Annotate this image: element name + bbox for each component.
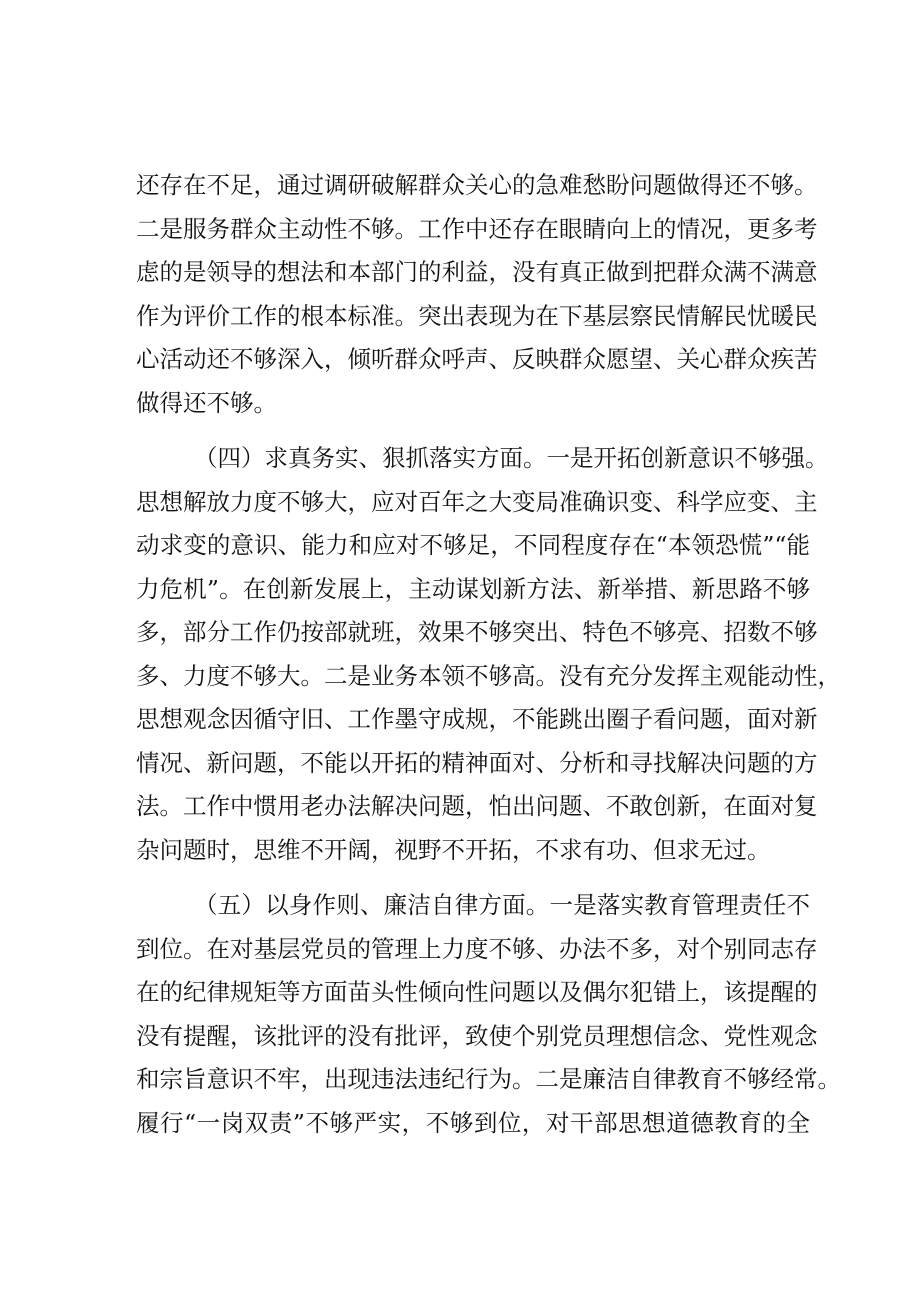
text-line: 到位。在对基层党员的管理上力度不够、办法不多，对个别同志存	[136, 934, 818, 963]
text-line: 虑的是领导的想法和本部门的利益，没有真正做到把群众满不满意	[136, 258, 818, 286]
text-line: 心活动还不够深入，倾听群众呼声、反映群众愿望、关心群众疾苦	[136, 345, 818, 373]
text-line: 动求变的意识、能力和应对不够足，不同程度存在“本领恐慌”“能	[136, 531, 810, 559]
text-line: 力危机”。在创新发展上，主动谋划新方法、新举措、新思路不够	[136, 574, 810, 603]
paragraph-spacer	[136, 872, 810, 884]
text-line: 杂问题时，思维不开阔，视野不开拓，不求有功、但求无过。	[136, 835, 771, 864]
text-line: 在的纪律规矩等方面苗头性倾向性问题以及偶尔犯错上，该提醒的	[136, 978, 818, 1006]
text-line: 二是服务群众主动性不够。工作中还存在眼睛向上的情况，更多考	[136, 214, 818, 243]
text-line: 作为评价工作的根本标准。突出表现为在下基层察民情解民忧暖民	[136, 301, 818, 330]
paragraph-1	[136, 164, 818, 425]
text-line: 多、力度不够大。二是业务本领不够高。没有充分发挥主观能动性，	[136, 661, 841, 690]
text-line: 还存在不足，通过调研破解群众关心的急难愁盼问题做得还不够。	[136, 171, 818, 199]
text-line: 履行“一岗双责”不够严实，不够到位，对干部思想道德教育的全	[136, 1108, 810, 1137]
section-heading-line: （五）以身作则、廉洁自律方面。一是落实教育管理责任不	[194, 891, 810, 919]
text-line: 和宗旨意识不牢，出现违法违纪行为。二是廉洁自律教育不够经常。	[136, 1065, 841, 1093]
paragraph-2	[136, 437, 841, 872]
text-line: 做得还不够。	[136, 388, 277, 417]
text-line: 没有提醒，该批评的没有批评，致使个别党员理想信念、党性观念	[136, 1021, 818, 1050]
section-heading-line: （四）求真务实、狠抓落实方面。一是开拓创新意识不够强。	[194, 444, 829, 472]
text-line: 法。工作中惯用老办法解决问题，怕出问题、不敢创新，在面对复	[136, 792, 818, 820]
text-line: 多，部分工作仍按部就班，效果不够突出、特色不够亮、招数不够	[136, 618, 818, 646]
text-line: 思想解放力度不够大，应对百年之大变局准确识变、科学应变、主	[136, 487, 818, 516]
paragraph-3	[136, 884, 841, 1145]
text-line: 情况、新问题，不能以开拓的精神面对、分析和寻找解决问题的方	[136, 748, 818, 777]
paragraph-spacer	[136, 425, 810, 437]
document-body	[136, 164, 841, 1145]
text-line: 思想观念因循守旧、工作墨守成规，不能跳出圈子看问题，面对新	[136, 705, 818, 733]
